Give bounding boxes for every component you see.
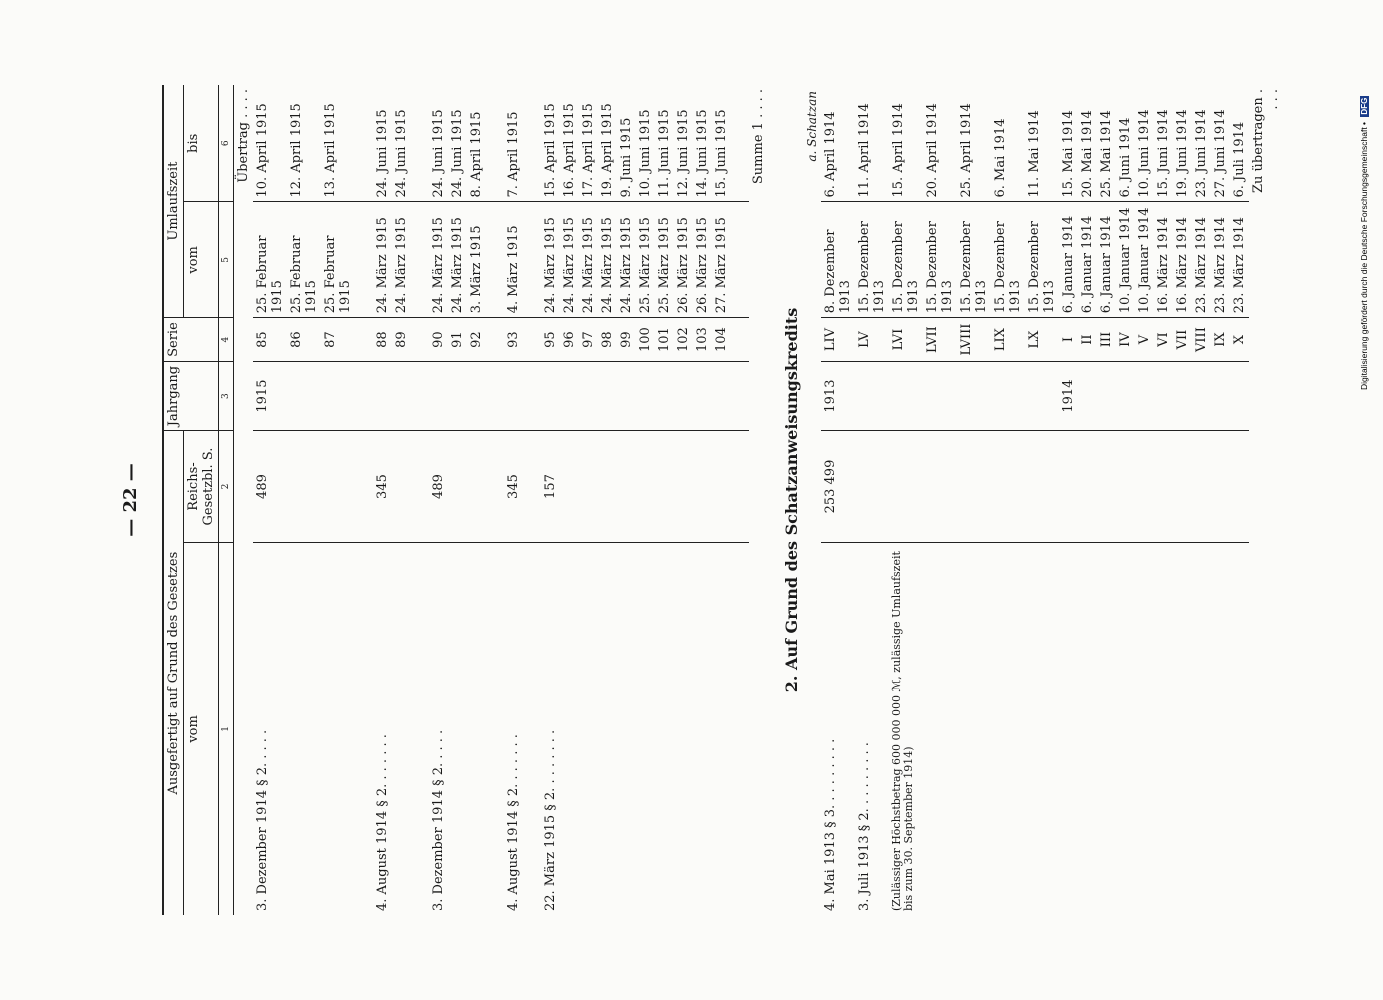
jahrgang <box>693 361 712 430</box>
table-row <box>636 85 655 915</box>
serie: 98 <box>598 318 617 362</box>
serie: 95 <box>541 318 560 362</box>
rgbl-page <box>1173 431 1192 543</box>
jahrgang <box>889 361 923 430</box>
law-date <box>1192 542 1211 915</box>
law-date <box>957 542 991 915</box>
table-row <box>253 85 287 915</box>
jahrgang <box>1173 361 1192 430</box>
jahrgang <box>373 361 392 430</box>
circulation-table <box>162 85 1283 915</box>
jahrgang <box>1211 361 1230 430</box>
rgbl-page <box>655 431 674 543</box>
rgbl-page <box>1211 431 1230 543</box>
table-row <box>1059 85 1078 915</box>
header-vom: vom <box>183 542 218 915</box>
vom-date: 4. März 1915 <box>504 202 523 318</box>
bis-date: 15. Juni 1915 <box>713 109 729 198</box>
header-serie: Serie <box>163 318 219 362</box>
vom-date: 24. März 1915 <box>560 202 579 318</box>
table-row <box>617 85 636 915</box>
jahrgang <box>1078 361 1097 430</box>
rgbl-page <box>579 431 598 543</box>
rgbl-page <box>636 431 655 543</box>
table-row <box>1135 85 1154 915</box>
vom-date: 3. März 1915 <box>467 202 486 318</box>
bis-date: 19. April 1915 <box>599 103 615 198</box>
jahrgang <box>541 361 560 430</box>
law-date <box>1116 542 1135 915</box>
law-date <box>636 542 655 915</box>
vom-date: 15. Dezember 1913 <box>923 202 957 318</box>
table-row <box>674 85 693 915</box>
jahrgang <box>712 361 731 430</box>
bis-date: 6. Juni 1914 <box>1117 117 1133 198</box>
serie: 89 <box>392 318 411 362</box>
jahrgang <box>1097 361 1116 430</box>
vom-date: 24. März 1915 <box>429 202 448 318</box>
table-row <box>923 85 957 915</box>
rgbl-page <box>1116 431 1135 543</box>
dfg-stamp-text: Digitalisierung gefördert durch die Deutsche Forschungsgemeinschaft • <box>1359 121 1369 390</box>
rotated-page-content <box>119 85 1281 915</box>
rgbl-page <box>991 431 1025 543</box>
page-number: — 22 — <box>119 463 141 537</box>
vom-date: 24. März 1915 <box>541 202 560 318</box>
table-row <box>1211 85 1230 915</box>
law-date <box>991 542 1025 915</box>
vom-date: 25. März 1915 <box>655 202 674 318</box>
vom-date: 26. März 1915 <box>693 202 712 318</box>
jahrgang <box>1154 361 1173 430</box>
jahrgang <box>579 361 598 430</box>
rgbl-page <box>1192 431 1211 543</box>
jahrgang <box>392 361 411 430</box>
vom-date: 24. März 1915 <box>617 202 636 318</box>
serie: LVII <box>923 318 957 362</box>
dfg-stamp <box>1359 10 1377 390</box>
table-row <box>1192 85 1211 915</box>
table-row <box>693 85 712 915</box>
col-number: 3 <box>218 361 233 430</box>
serie: 90 <box>429 318 448 362</box>
table-row <box>504 85 523 915</box>
bis-date: 11. April 1914 <box>856 103 872 198</box>
bis-date: 24. Juni 1915 <box>393 109 409 198</box>
bis-date: 12. April 1915 <box>288 103 304 198</box>
bis-date: 27. Juni 1914 <box>1212 109 1228 198</box>
col-number: 1 <box>218 542 233 915</box>
table-row <box>821 85 855 915</box>
bis-date: 6. Juli 1914 <box>1231 121 1247 198</box>
law-date <box>321 542 355 915</box>
bis-date: 6. Mai 1914 <box>992 118 1008 198</box>
table-row <box>1230 85 1249 915</box>
bis-date: 24. Juni 1915 <box>449 109 465 198</box>
bis-date: 14. Juni 1915 <box>694 109 710 198</box>
serie: 87 <box>321 318 355 362</box>
law-date: 4. August 1914 § 2. . . . . . . <box>373 542 392 915</box>
rgbl-page <box>889 431 923 543</box>
rgbl-page: 157 <box>541 431 560 543</box>
bis-date: 8. April 1915 <box>468 111 484 198</box>
law-date <box>693 542 712 915</box>
serie: LV <box>855 318 889 362</box>
jahrgang <box>636 361 655 430</box>
bis-date: 15. April 1915 <box>542 103 558 198</box>
serie: 93 <box>504 318 523 362</box>
law-date <box>287 542 321 915</box>
bis-date: 6. April 1914 <box>822 111 838 198</box>
vom-date: 16. März 1914 <box>1154 202 1173 318</box>
dfg-logo: DFG <box>1360 97 1369 115</box>
jahrgang <box>448 361 467 430</box>
table-row <box>541 85 560 915</box>
serie: 104 <box>712 318 731 362</box>
section2-subtitle: a. Schatzan <box>804 91 819 162</box>
table-row <box>392 85 411 915</box>
rgbl-page <box>1154 431 1173 543</box>
jahrgang: 1913 <box>821 361 855 430</box>
bis-date: 11. Mai 1914 <box>1026 110 1042 198</box>
vom-date: 23. März 1914 <box>1192 202 1211 318</box>
serie: I <box>1059 318 1078 362</box>
rgbl-page <box>448 431 467 543</box>
law-date: 3. Dezember 1914 § 2. . . . . <box>253 542 287 915</box>
vom-date: 15. Dezember 1913 <box>855 202 889 318</box>
jahrgang <box>855 361 889 430</box>
vom-date: 25. März 1915 <box>636 202 655 318</box>
law-date <box>712 542 731 915</box>
col-number: 6 <box>218 85 233 202</box>
serie: LIV <box>821 318 855 362</box>
law-date <box>1154 542 1173 915</box>
serie: 88 <box>373 318 392 362</box>
jahrgang <box>1135 361 1154 430</box>
table-row <box>321 85 355 915</box>
rgbl-page <box>321 431 355 543</box>
serie: 86 <box>287 318 321 362</box>
law-date <box>1025 542 1059 915</box>
law-date <box>1230 542 1249 915</box>
rgbl-page: 253 499 <box>821 431 855 543</box>
serie: 92 <box>467 318 486 362</box>
table-row <box>855 85 889 915</box>
law-date: 22. März 1915 § 2. . . . . . . . <box>541 542 560 915</box>
jahrgang <box>991 361 1025 430</box>
rgbl-page: 345 <box>504 431 523 543</box>
jahrgang <box>287 361 321 430</box>
rgbl-page <box>1059 431 1078 543</box>
jahrgang <box>467 361 486 430</box>
bis-date: 20. April 1914 <box>924 103 940 198</box>
rgbl-page <box>1025 431 1059 543</box>
bis-date: 15. Mai 1914 <box>1060 110 1076 198</box>
vom-date: 10. Januar 1914 <box>1135 202 1154 318</box>
vom-date: 26. März 1915 <box>674 202 693 318</box>
jahrgang <box>617 361 636 430</box>
bis-date: 7. April 1915 <box>505 111 521 198</box>
serie: V <box>1135 318 1154 362</box>
table-row <box>448 85 467 915</box>
jahrgang: 1914 <box>1059 361 1078 430</box>
table-row <box>712 85 731 915</box>
jahrgang <box>1116 361 1135 430</box>
rgbl-page <box>693 431 712 543</box>
law-date <box>560 542 579 915</box>
serie: VI <box>1154 318 1173 362</box>
rgbl-page <box>1078 431 1097 543</box>
law-date <box>923 542 957 915</box>
vom-date: 15. Dezember 1913 <box>957 202 991 318</box>
serie: 97 <box>579 318 598 362</box>
serie: VIII <box>1192 318 1211 362</box>
vom-date: 15. Dezember 1913 <box>991 202 1025 318</box>
rgbl-page <box>923 431 957 543</box>
serie: 85 <box>253 318 287 362</box>
law-date <box>1097 542 1116 915</box>
bis-date: 24. Juni 1915 <box>374 109 390 198</box>
serie: 103 <box>693 318 712 362</box>
serie: 101 <box>655 318 674 362</box>
law-date <box>1135 542 1154 915</box>
rgbl-page <box>1135 431 1154 543</box>
vom-date: 24. März 1915 <box>448 202 467 318</box>
serie: LVI <box>889 318 923 362</box>
bis-date: 19. Juni 1914 <box>1174 109 1190 198</box>
vom-date: 24. März 1915 <box>579 202 598 318</box>
law-date: 4. August 1914 § 2. . . . . . . <box>504 542 523 915</box>
jahrgang <box>321 361 355 430</box>
zu-uebertragen-label: Zu übertragen . . . . <box>1250 89 1281 193</box>
rgbl-page <box>617 431 636 543</box>
bis-date: 10. April 1915 <box>254 103 270 198</box>
vom-date: 16. März 1914 <box>1173 202 1192 318</box>
serie: III <box>1097 318 1116 362</box>
rgbl-page <box>1097 431 1116 543</box>
header-bis: bis <box>183 85 218 202</box>
bis-date: 25. Mai 1914 <box>1098 110 1114 198</box>
rgbl-page <box>598 431 617 543</box>
serie: LVIII <box>957 318 991 362</box>
header-vom-2: vom <box>183 202 218 318</box>
serie: 100 <box>636 318 655 362</box>
serie: X <box>1230 318 1249 362</box>
vom-date: 24. März 1915 <box>373 202 392 318</box>
jahrgang <box>923 361 957 430</box>
rgbl-page <box>674 431 693 543</box>
table-row <box>1025 85 1059 915</box>
table-row <box>991 85 1025 915</box>
section2-title: 2. Auf Grund des Schatzanweisungskredits <box>781 307 801 693</box>
jahrgang <box>655 361 674 430</box>
serie: 96 <box>560 318 579 362</box>
serie: IV <box>1116 318 1135 362</box>
table-row <box>1097 85 1116 915</box>
serie: IX <box>1211 318 1230 362</box>
law-date: 3. Juli 1913 § 2. . . . . . . . . <box>855 542 889 915</box>
vom-date: 15. Dezember 1913 <box>889 202 923 318</box>
table-row <box>1173 85 1192 915</box>
rgbl-page <box>467 431 486 543</box>
summe-label: Summe 1 . . . . <box>750 89 766 185</box>
law-date <box>579 542 598 915</box>
jahrgang: 1915 <box>253 361 287 430</box>
law-date <box>655 542 674 915</box>
vom-date: 23. März 1914 <box>1230 202 1249 318</box>
vom-date: 25. Februar 1915 <box>321 202 355 318</box>
bis-date: 16. April 1915 <box>561 103 577 198</box>
jahrgang <box>1025 361 1059 430</box>
law-date <box>1059 542 1078 915</box>
law-date <box>1078 542 1097 915</box>
rgbl-page <box>287 431 321 543</box>
law-date: 3. Dezember 1914 § 2. . . . . <box>429 542 448 915</box>
jahrgang <box>504 361 523 430</box>
table-body-part1 <box>233 85 749 915</box>
header-jahrgang: Jahrgang <box>163 361 219 430</box>
vom-date: 15. Dezember 1913 <box>1025 202 1059 318</box>
law-date <box>467 542 486 915</box>
jahrgang <box>560 361 579 430</box>
serie: VII <box>1173 318 1192 362</box>
table-body-part2 <box>821 85 1249 915</box>
vom-date: 24. März 1915 <box>598 202 617 318</box>
header-umlaufszeit: Umlaufszeit <box>163 85 184 318</box>
law-date <box>1173 542 1192 915</box>
law-date: 4. Mai 1913 § 3. . . . . . . . . <box>821 542 855 915</box>
rgbl-page <box>957 431 991 543</box>
table-row <box>467 85 486 915</box>
table-row <box>1116 85 1135 915</box>
bis-date: 20. Mai 1914 <box>1079 110 1095 198</box>
bis-date: 25. April 1914 <box>958 103 974 198</box>
serie: LX <box>1025 318 1059 362</box>
vom-date: 25. Februar 1915 <box>287 202 321 318</box>
header-law-group: Ausgefertigt auf Grund des Gesetzes <box>163 431 184 915</box>
rgbl-page <box>1230 431 1249 543</box>
law-date <box>1211 542 1230 915</box>
vom-date: 8. Dezember 1913 <box>821 202 855 318</box>
col-number: 4 <box>218 318 233 362</box>
rgbl-page <box>712 431 731 543</box>
rgbl-page: 489 <box>253 431 287 543</box>
serie: II <box>1078 318 1097 362</box>
law-date <box>617 542 636 915</box>
bis-date: 13. April 1915 <box>322 103 338 198</box>
bis-date: 23. Juni 1914 <box>1193 109 1209 198</box>
bis-date: 11. Juni 1915 <box>656 109 672 198</box>
bis-date: 10. Juni 1915 <box>637 109 653 198</box>
rgbl-page: 489 <box>429 431 448 543</box>
table-row <box>655 85 674 915</box>
header-rgbl: Reichs-Gesetzbl. S. <box>183 431 218 543</box>
serie: 91 <box>448 318 467 362</box>
vom-date: 6. Januar 1914 <box>1059 202 1078 318</box>
table-row <box>287 85 321 915</box>
vom-date: 6. Januar 1914 <box>1078 202 1097 318</box>
bis-date: 15. Juni 1914 <box>1155 109 1171 198</box>
bis-date: 10. Juni 1914 <box>1136 109 1152 198</box>
jahrgang <box>429 361 448 430</box>
rgbl-page <box>855 431 889 543</box>
table-row <box>1078 85 1097 915</box>
jahrgang <box>674 361 693 430</box>
table-row <box>957 85 991 915</box>
vom-date: 24. März 1915 <box>392 202 411 318</box>
law-date <box>392 542 411 915</box>
table-row <box>889 85 923 915</box>
vom-date: 27. März 1915 <box>712 202 731 318</box>
vom-date: 10. Januar 1914 <box>1116 202 1135 318</box>
vom-date: 25. Februar 1915 <box>253 202 287 318</box>
serie: LIX <box>991 318 1025 362</box>
table-row <box>429 85 448 915</box>
bis-date: 15. April 1914 <box>890 103 906 198</box>
law-date <box>448 542 467 915</box>
jahrgang <box>1230 361 1249 430</box>
table-row <box>560 85 579 915</box>
law-date: (Zulässiger Höchstbetrag 600 000 000 ℳ, zulässige Umlaufszeit bis zum 30. September 1914) <box>889 542 923 915</box>
serie: 99 <box>617 318 636 362</box>
table-row <box>373 85 392 915</box>
bis-date: 12. Juni 1915 <box>675 109 691 198</box>
vom-date: 23. März 1914 <box>1211 202 1230 318</box>
table-row <box>579 85 598 915</box>
col-number: 2 <box>218 431 233 543</box>
bis-date: 17. April 1915 <box>580 103 596 198</box>
jahrgang <box>1192 361 1211 430</box>
jahrgang <box>957 361 991 430</box>
rgbl-page: 345 <box>373 431 392 543</box>
vom-date: 6. Januar 1914 <box>1097 202 1116 318</box>
jahrgang <box>598 361 617 430</box>
law-date <box>674 542 693 915</box>
rgbl-page <box>560 431 579 543</box>
rgbl-page <box>392 431 411 543</box>
serie: 102 <box>674 318 693 362</box>
table-row <box>598 85 617 915</box>
bis-date: 24. Juni 1915 <box>430 109 446 198</box>
table-row <box>1154 85 1173 915</box>
col-number: 5 <box>218 202 233 318</box>
bis-date: 9. Juni 1915 <box>618 117 634 198</box>
law-date <box>598 542 617 915</box>
uebertrag-label: Übertrag . . . . <box>235 89 251 183</box>
